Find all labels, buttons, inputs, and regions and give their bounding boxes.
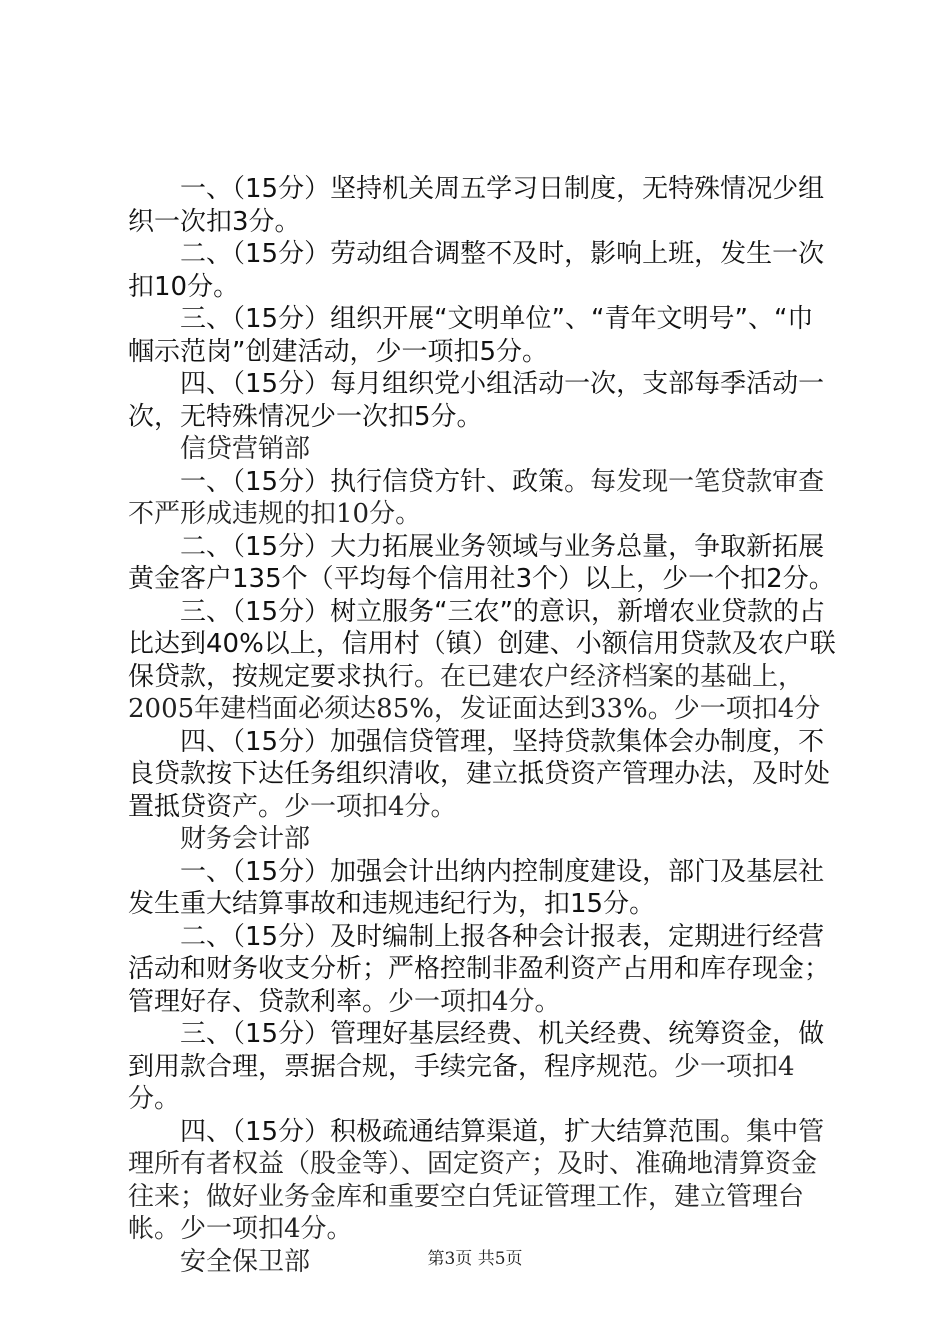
document-body: [128, 173, 836, 1278]
scoring-item: [128, 596, 836, 726]
item-detail-text: 少一项扣4分。: [284, 791, 457, 822]
page-footer: 第3页 共5页: [427, 1249, 523, 1269]
section-heading: 安全保卫部: [180, 1246, 311, 1277]
scoring-item: [128, 1116, 836, 1246]
item-text: 四、（15分）加强信贷管理，坚持贷款集体会办制度，不良贷款按下达任务组织清收，建立抵贷资产管理办法，及时处置抵贷资产。: [128, 726, 831, 822]
item-text: 四、（15分）积极疏通结算渠道，扩大结算范围。: [180, 1116, 747, 1147]
scoring-item: [128, 303, 836, 368]
item-text: 三、（15分）组织开展“文明单位”、“青年文明号”、“巾帼示范岗”创建活动，少一项扣5分。: [128, 304, 814, 367]
section-heading: 信贷营销部: [180, 434, 311, 464]
item-text: 一、（15分）坚持机关周五学习日制度，无特殊情况少组织一次扣3分。: [128, 174, 825, 237]
item-text: 四、（15分）每月组织党小组活动一次，支部每季活动一次，无特殊情况少一次扣5分。: [128, 369, 825, 432]
item-text: 二、（15分）大力拓展业务领域与业务总量，争取新拓展黄金客户135个（平均每个信用社3个）以上，少一个扣2分。: [128, 531, 835, 594]
item-detail-text: 在已建农户经济档案的基础上，2005年建档面必须达85%，发证面达到33%。少一项扣4分: [128, 661, 821, 724]
item-text: 二、（15分）及时编制上报各种会计报表，定期进行经营活动和财务收支分析；严格控制非盈利资产占用和库存现金；管理好存、贷款利率。: [128, 921, 831, 1017]
item-detail-text: 集中管理所有者权益（股金等）、固定资产；及时、准确地清算资金往来；做好业务金库和重要空白凭证管理工作，建立管理台帐。少一项扣4分。: [128, 1116, 825, 1244]
scoring-item: [128, 726, 836, 824]
scoring-item: [128, 238, 836, 303]
scoring-item: [128, 531, 836, 596]
item-text: 三、（15分）管理好基层经费、机关经费、统筹资金，做到用款合理，票据合规，手续完备，程序规范。: [128, 1019, 825, 1082]
scoring-item: [128, 173, 836, 238]
scoring-item: [128, 856, 836, 921]
scoring-item: [128, 466, 836, 531]
item-text: 二、（15分）劳动组合调整不及时，影响上班，发生一次扣10分。: [128, 239, 825, 302]
scoring-item: [128, 921, 836, 1019]
item-text: 一、（15分）加强会计出纳内控制度建设，部门及基层社发生重大结算事故和违规违纪行为，扣15分。: [128, 856, 825, 919]
scoring-item: [128, 1018, 836, 1116]
item-text: 一、（15分）执行信贷方针、政策。: [180, 466, 591, 497]
item-detail-text: 少一项扣4分。: [128, 1051, 795, 1114]
section-heading: 财务会计部: [180, 824, 311, 854]
item-detail-text: 每发现一笔贷款审查不严形成违规的扣10分。: [128, 466, 825, 529]
item-detail-text: 少一项扣4分。: [388, 986, 561, 1017]
scoring-item: [128, 368, 836, 433]
item-text: 三、（15分）树立服务“三农”的意识，新增农业贷款的占比达到40%以上，信用村（镇）创建、小额信用贷款及农户联保贷款，按规定要求执行。: [128, 596, 836, 692]
